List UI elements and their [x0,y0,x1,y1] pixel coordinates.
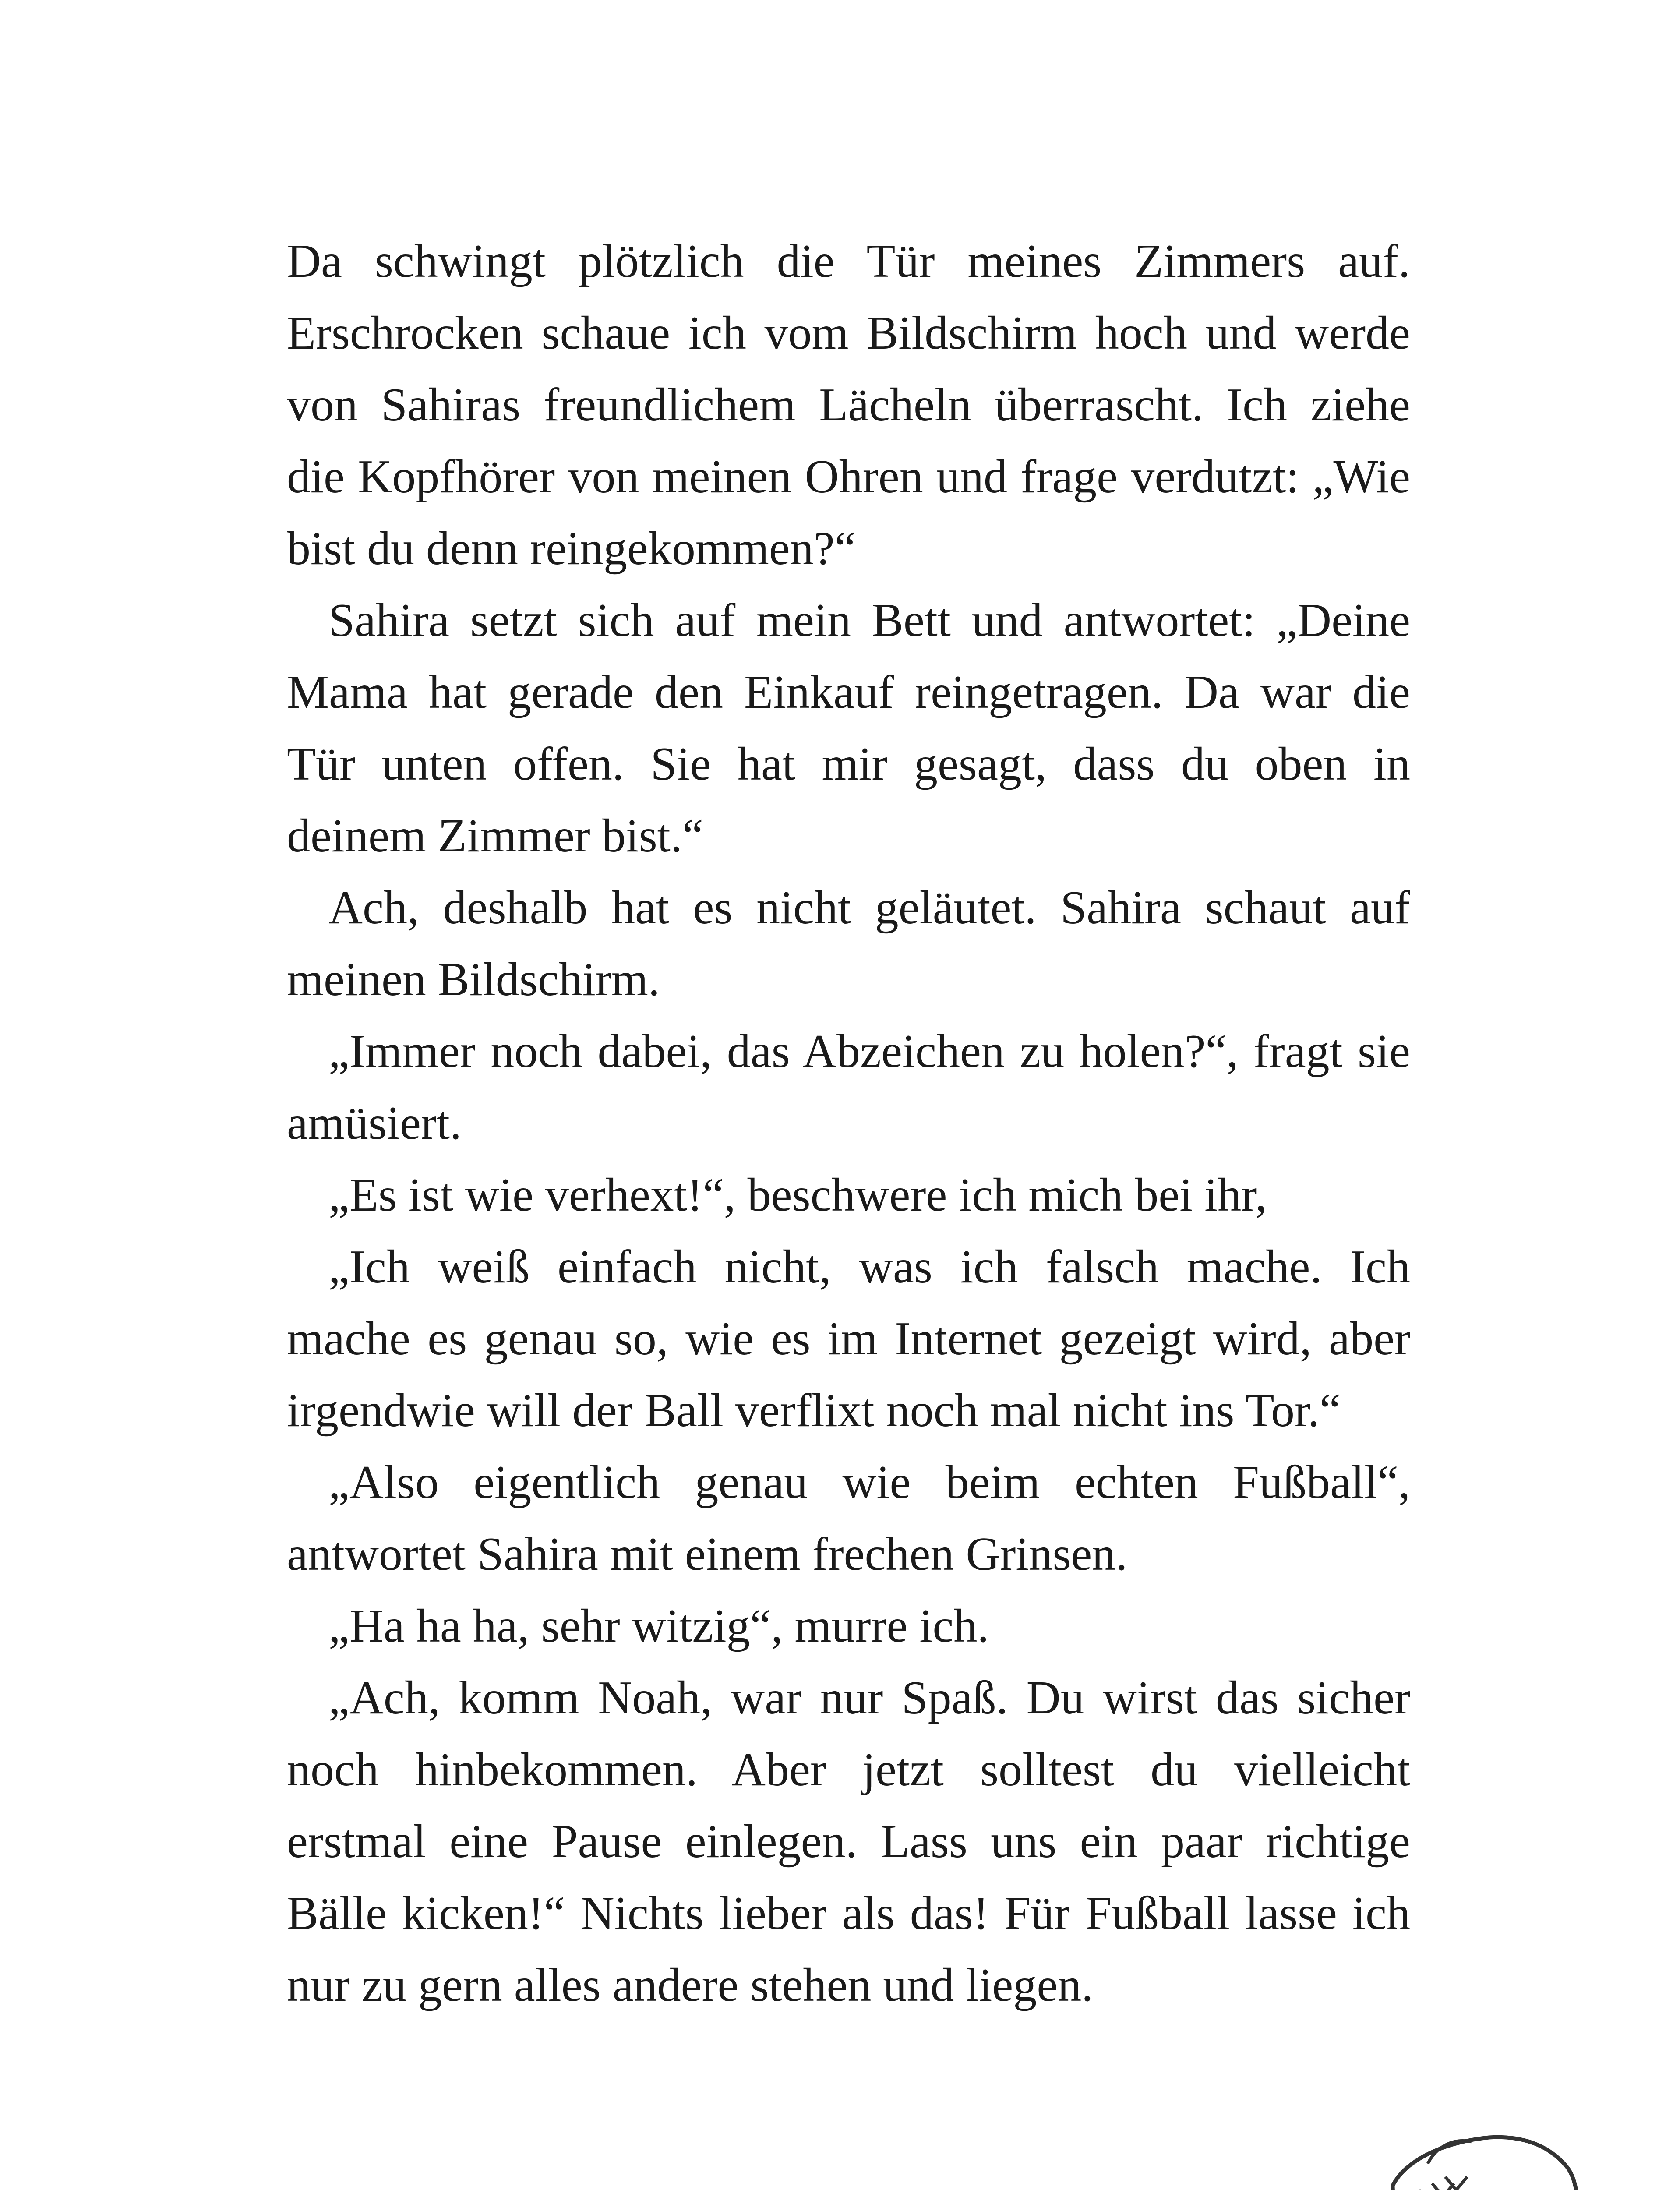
paragraph: „Ich weiß einfach nicht, was ich falsch mache. Ich mache es genau so, wie es im Internet gezeigt wird, aber irgendwie will der Ball verflixt noch mal nicht ins Tor.“ [287,1241,1410,1437]
paragraph: Ach, deshalb hat es nicht geläutet. Sahira schaut auf meinen Bildschirm. [287,882,1410,1006]
football-boots-illustration [1261,2111,1620,2190]
paragraph: „Immer noch dabei, das Abzeichen zu holen?“, fragt sie amüsiert. [287,1025,1410,1149]
paragraph: Sahira setzt sich auf mein Bett und antwortet: „Deine Mama hat gerade den Einkauf reingetragen. Da war die Tür unten offen. Sie hat mir gesagt, dass du oben in deinem Zimmer bist.“ [287,594,1410,862]
body-text [287,226,1410,2021]
paragraph: „Ha ha ha, sehr witzig“, murre ich. [328,1600,989,1652]
paragraph: „Ach, komm Noah, war nur Spaß. Du wirst das sicher noch hinbekommen. Aber jetzt solltest du vielleicht erstmal eine Pause einlegen. Lass uns ein paar richtige Bälle kicken!“ Nichts lieber als das! Für Fußball lasse ich nur zu gern alles andere stehen und liegen. [287,1672,1410,2011]
paragraph: „Also eigentlich genau wie beim echten Fußball“, antwortet Sahira mit einem frechen Grinsen. [287,1456,1410,1580]
paragraph: Da schwingt plötzlich die Tür meines Zimmers auf. Erschrocken schaue ich vom Bildschirm hoch und werde von Sahiras freundlichem Lächeln überrascht. Ich ziehe die Kopfhörer von meinen Ohren und frage verdutzt: „Wie bist du denn reingekommen?“ [287,235,1410,575]
paragraph: „Es ist wie verhext!“, beschwere ich mich bei ihr, [328,1169,1267,1221]
